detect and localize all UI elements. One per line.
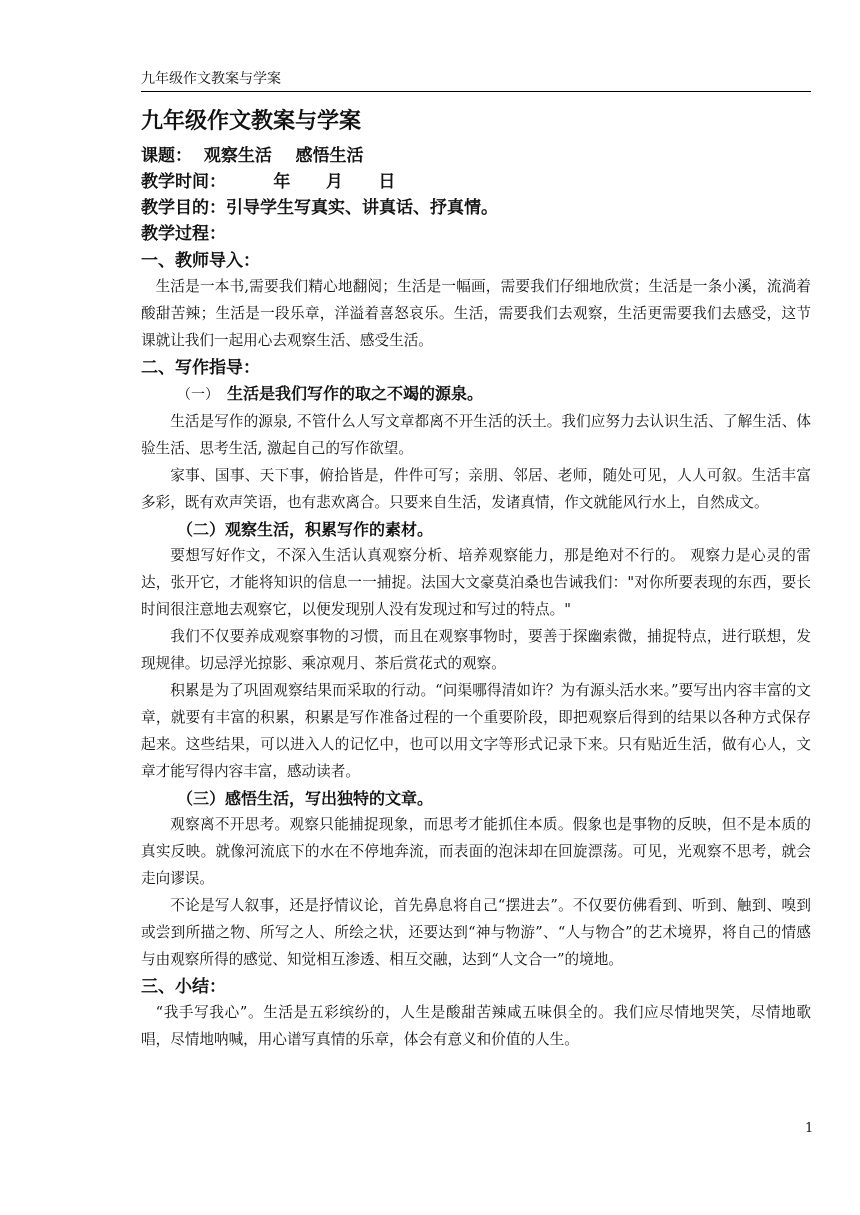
- subsection-number-1: （一）: [177, 387, 219, 403]
- section-heading-intro: 一、教师导入：: [141, 251, 260, 271]
- subsection-title-3: 感悟生活，写出独特的文章。: [225, 789, 434, 808]
- document-body: [141, 103, 811, 1053]
- subsection-heading-3: [141, 786, 811, 811]
- subsection-title-2: 观察生活，积累写作的素材。: [225, 520, 434, 539]
- section-heading-guide: 二、写作指导：: [141, 358, 260, 378]
- subsection-heading-2: [141, 517, 811, 542]
- paragraph: 要想写好作文，不深入生活认真观察分析、培养观察能力，那是绝对不行的。 观察力是心灵的雷达，张开它，才能将知识的信息一一捕捉。法国大文豪莫泊桑也告诫我们："对你所要表现的东西，要长时间很注意地去观察它，以便发现别人没有发现过和写过的特点。": [141, 547, 811, 618]
- section-heading-summary: 三、小结：: [141, 977, 226, 997]
- lesson-time: 教学时间： 年 月 日: [141, 172, 396, 192]
- document-title: 九年级作文教案与学案: [141, 109, 362, 134]
- paragraph: 生活是写作的源泉, 不管什么人写文章都离不开生活的沃土。我们应努力去认识生活、了解生活、体验生活、思考生活, 激起自己的写作欲望。: [141, 413, 811, 457]
- lesson-process: 教学过程：: [141, 224, 226, 244]
- subsection-number-2: （二）: [177, 520, 226, 539]
- summary-paragraph: “我手写我心”。生活是五彩缤纷的，人生是酸甜苦辣咸五味俱全的。我们应尽情地哭笑，尽情地歌唱，尽情地呐喊，用心谱写真情的乐章，体会有意义和价值的人生。: [141, 1004, 811, 1048]
- subsection-title-1: 生活是我们写作的取之不竭的源泉。: [227, 384, 484, 403]
- intro-paragraph: 生活是一本书,需要我们精心地翻阅；生活是一幅画，需要我们仔细地欣赏；生活是一条小溪，流淌着酸甜苦辣；生活是一段乐章，洋溢着喜怒哀乐。生活，需要我们去观察，生活更需要我们去感受，这节课就让我们一起用心去观察生活、感受生活。: [141, 278, 811, 349]
- paragraph: 观察离不开思考。观察只能捕捉现象，而思考才能抓住本质。假象也是事物的反映，但不是本质的真实反映。就像河流底下的水在不停地奔流，而表面的泡沫却在回旋漂荡。可见，光观察不思考，就会走向谬误。: [141, 816, 811, 887]
- page-number: 1: [805, 1121, 814, 1136]
- running-header: 九年级作文教案与学案: [141, 70, 811, 92]
- paragraph: 积累是为了巩固观察结果而采取的行动。“问渠哪得清如许？为有源头活水来。”要写出内容丰富的文章，就要有丰富的积累，积累是写作准备过程的一个重要阶段，即把观察后得到的结果以各种方式保存起来。这些结果，可以进入人的记忆中，也可以用文字等形式记录下来。只有贴近生活，做有心人，文章才能写得内容丰富，感动读者。: [141, 682, 811, 780]
- paragraph: 不论是写人叙事，还是抒情议论，首先鼻息将自己“摆进去”。不仅要仿佛看到、听到、触到、嗅到或尝到所描之物、所写之人、所绘之状，还要达到“神与物游”、“人与物合”的艺术境界，将自己的情感与由观察所得的感觉、知觉相互渗透、相互交融，达到“人文合一”的境地。: [141, 897, 811, 968]
- subsection-heading-1: [141, 381, 811, 408]
- lesson-topic: 课题： 观察生活 感悟生活: [141, 146, 364, 166]
- subsection-number-3: （三）: [177, 789, 226, 808]
- paragraph: 家事、国事、天下事，俯拾皆是，件件可写；亲朋、邻居、老师，随处可见，人人可叙。生活丰富多彩，既有欢声笑语，也有悲欢离合。只要来自生活，发诸真情，作文就能风行水上，自然成文。: [141, 467, 811, 511]
- lesson-goal: 教学目的：引导学生写真实、讲真话、抒真情。: [141, 198, 498, 218]
- paragraph: 我们不仅要养成观察事物的习惯，而且在观察事物时，要善于探幽索微，捕捉特点，进行联想，发现规律。切忌浮光掠影、乘凉观月、茶后赏花式的观察。: [141, 628, 811, 672]
